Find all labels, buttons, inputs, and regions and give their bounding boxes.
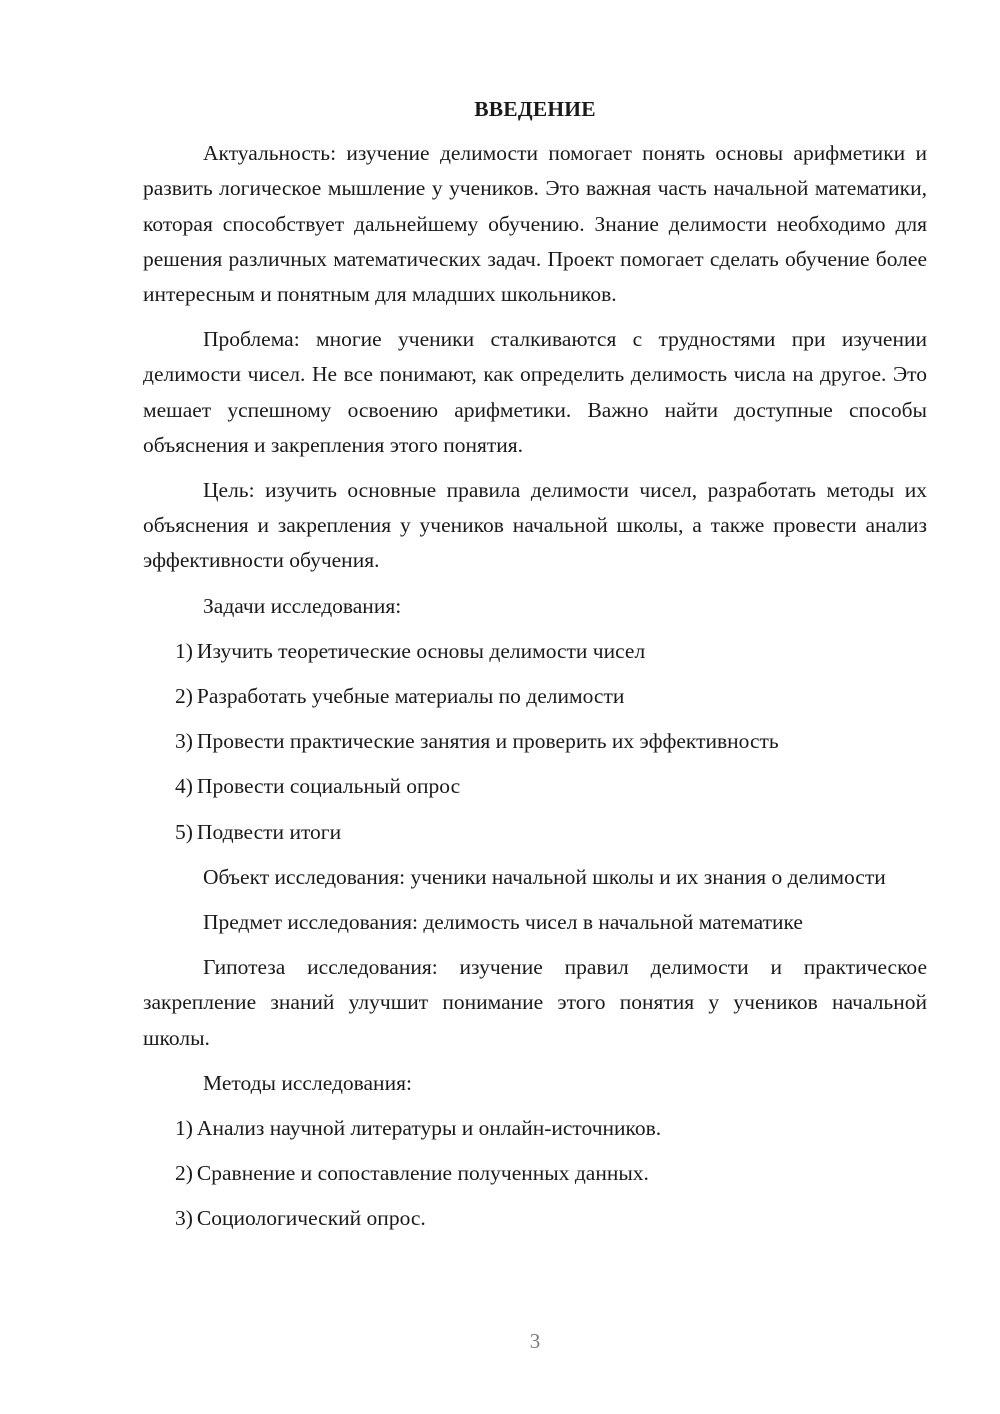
list-item [143,815,927,850]
goal-paragraph: Цель: изучить основные правила делимости чисел, разработать методы их объяснения и закрепления у учеников начальной школы, а также провести анализ эффективности обучения. [143,478,927,573]
list-item [143,634,927,669]
list-item [143,1201,927,1236]
section-heading: ВВЕДЕНИЕ [474,97,596,121]
document-page [143,92,927,1247]
list-item-number: 3) [175,1206,193,1231]
list-item-number: 4) [175,774,193,799]
list-item-text: Сравнение и сопоставление полученных данных. [196,1161,649,1186]
list-item [143,1156,927,1191]
list-item-text: Провести социальный опрос [196,774,461,799]
methods-list [143,1111,927,1237]
list-item-number: 2) [175,684,193,709]
hypothesis-paragraph: Гипотеза исследования: изучение правил делимости и практическое закрепление знаний улучшит понимание этого понятия у учеников начальной школы. [143,955,927,1050]
methods-title: Методы исследования: [203,1070,412,1095]
list-item [143,769,927,804]
relevance-paragraph: Актуальность: изучение делимости помогает понять основы арифметики и развить логическое мышление у учеников. Это важная часть начальной математики, которая способствует дальнейшему обучению. Знание делимости необходимо для решения различных математических задач. Проект помогает сделать обучение более интересным и понятным для младших школьников. [143,141,927,307]
tasks-list [143,634,927,850]
list-item [143,724,927,759]
list-item-text: Социологический опрос. [196,1206,426,1231]
list-item-text: Провести практические занятия и проверить их эффективность [196,729,779,754]
list-item [143,679,927,714]
problem-paragraph: Проблема: многие ученики сталкиваются с трудностями при изучении делимости чисел. Не все понимают, как определить делимость числа на другое. Это мешает успешному освоению арифметики. Важно найти доступные способы объяснения и закрепления этого понятия. [143,327,927,457]
tasks-title: Задачи исследования: [203,593,402,618]
list-item-number: 1) [175,1116,193,1141]
list-item-text: Подвести итоги [196,819,342,844]
list-item-number: 2) [175,1161,193,1186]
list-item-text: Изучить теоретические основы делимости чисел [196,638,646,663]
subject-paragraph: Предмет исследования: делимость чисел в начальной математике [203,910,803,935]
list-item-number: 5) [175,819,193,844]
list-item-text: Анализ научной литературы и онлайн-источников. [196,1116,662,1141]
page-number: 3 [529,1329,541,1353]
list-item-text: Разработать учебные материалы по делимости [196,684,625,709]
list-item [143,1111,927,1146]
object-paragraph: Объект исследования: ученики начальной школы и их знания о делимости [203,864,886,889]
list-item-number: 3) [175,729,193,754]
list-item-number: 1) [175,638,193,663]
